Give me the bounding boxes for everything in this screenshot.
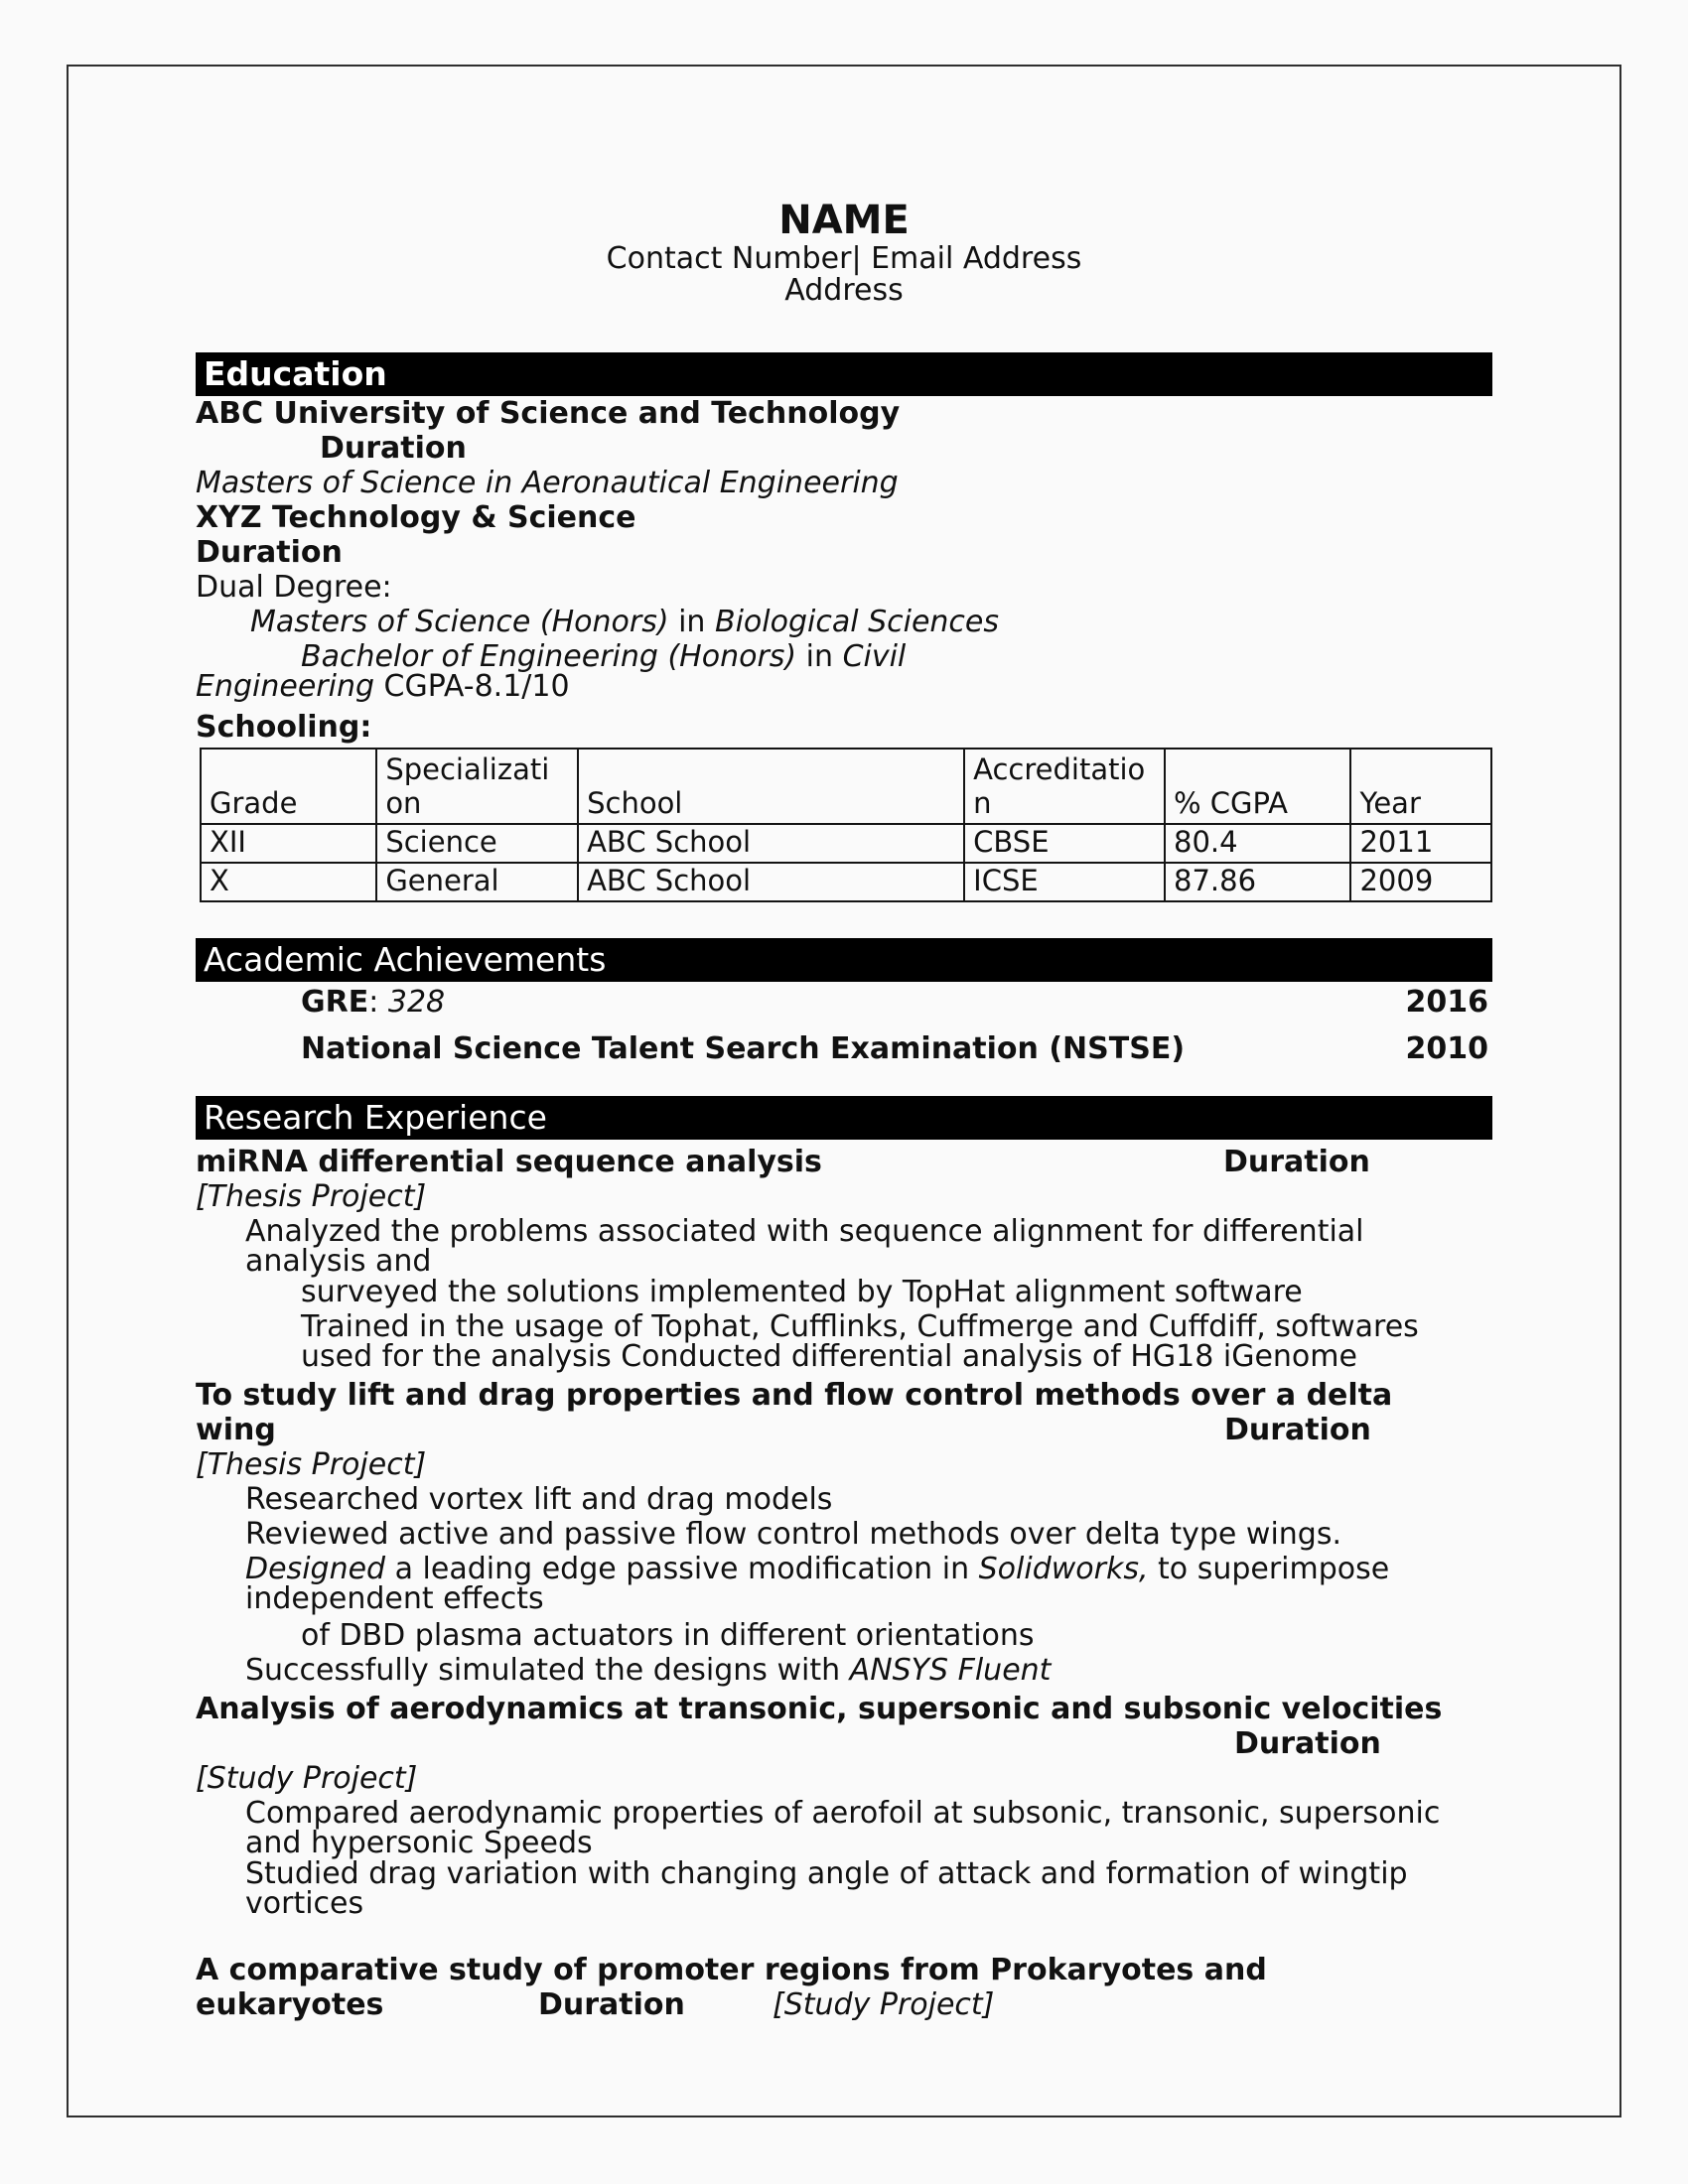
table-cell: 80.4 xyxy=(1165,824,1350,863)
aero-project-title xyxy=(196,1692,1492,1726)
text-segment: Successfully simulated the designs with xyxy=(245,1653,850,1688)
text-segment: analysis and xyxy=(245,1244,432,1279)
table-cell: 2009 xyxy=(1350,863,1491,901)
text-segment: Duration xyxy=(320,431,467,466)
delta-point-5 xyxy=(196,1653,1492,1688)
year-value: 2010 xyxy=(1405,1031,1488,1066)
column-header xyxy=(578,749,964,824)
year-value: 2016 xyxy=(1405,985,1488,1020)
text-segment: National Science Talent Search Examination (NSTSE) xyxy=(301,1031,1186,1066)
text-segment: Bachelor of Engineering (Honors) xyxy=(301,639,797,674)
aero-point-2-wrap xyxy=(196,1886,1492,1921)
text-segment: eukaryotes xyxy=(196,1987,384,2022)
university-duration xyxy=(196,431,1492,466)
aero-study-tag xyxy=(196,1761,1492,1796)
column-header-line: School xyxy=(587,786,683,820)
text-segment: [Thesis Project] xyxy=(196,1447,427,1482)
aero-duration-line xyxy=(196,1726,1492,1761)
aero-point-1-wrap xyxy=(196,1826,1492,1860)
table-cell: XII xyxy=(201,824,376,863)
text-segment: Masters of Science in Aeronautical Engineering xyxy=(196,466,899,500)
text-segment: Duration xyxy=(1224,1413,1371,1447)
text-segment: Biological Sciences xyxy=(714,605,999,639)
table-cell: 2011 xyxy=(1350,824,1491,863)
table-row xyxy=(201,824,1491,863)
text-segment: [Study Project] xyxy=(773,1987,995,2022)
text-segment: in xyxy=(796,639,843,674)
column-header-line: n xyxy=(973,786,992,820)
nstse-line xyxy=(196,1031,1492,1066)
dual-degree-label xyxy=(196,570,1492,605)
column-header-line: Grade xyxy=(210,786,298,820)
section-heading-text: Education xyxy=(204,354,387,393)
tab-text xyxy=(1223,1145,1370,1179)
table-cell: 87.86 xyxy=(1165,863,1350,901)
page-title xyxy=(196,199,1492,243)
text-segment: Researched vortex lift and drag models xyxy=(245,1482,833,1517)
promoter-project-title xyxy=(196,1953,1492,1987)
text-segment: to superimpose xyxy=(1148,1552,1390,1586)
text-segment: Duration xyxy=(1234,1726,1381,1761)
table-cell: CBSE xyxy=(964,824,1165,863)
column-header xyxy=(376,749,578,824)
gre-line xyxy=(196,985,1492,1020)
text-segment: ANSYS Fluent xyxy=(849,1653,1052,1688)
column-header-line: Accreditatio xyxy=(973,752,1146,786)
text-segment: used for the analysis Conducted differential analysis of HG18 iGenome xyxy=(301,1339,1357,1374)
mirna-point-3-wrap xyxy=(196,1339,1492,1374)
text-segment: Trained in the usage of Tophat, Cufflinks, Cuffmerge and Cuffdiff, softwares xyxy=(301,1309,1419,1344)
text-segment: vortices xyxy=(245,1886,364,1921)
schooling-label xyxy=(196,710,1492,745)
text-segment: and hypersonic Speeds xyxy=(245,1826,593,1860)
text-segment: Studied drag variation with changing angle of attack and formation of wingtip xyxy=(245,1856,1408,1891)
text-segment: NAME xyxy=(778,198,910,243)
tab-text xyxy=(773,1987,994,2022)
text-segment: Reviewed active and passive flow control methods over delta type wings. xyxy=(245,1517,1342,1552)
delta-point-2 xyxy=(196,1517,1492,1552)
text-segment: Duration xyxy=(196,535,343,570)
tab-text xyxy=(1224,1413,1371,1447)
university-name xyxy=(196,396,1492,431)
text-segment: Engineering xyxy=(196,669,374,704)
mirna-point-1-wrap xyxy=(196,1244,1492,1279)
text-segment: wing xyxy=(196,1413,276,1447)
text-segment: Schooling: xyxy=(196,710,372,745)
text-segment: Masters of Science (Honors) xyxy=(250,605,669,639)
text-segment: XYZ Technology & Science xyxy=(196,500,636,535)
text-segment: surveyed the solutions implemented by TopHat alignment software xyxy=(301,1275,1303,1309)
text-segment: Duration xyxy=(538,1987,685,2022)
mirna-project-title xyxy=(196,1145,1492,1179)
bachelor-line-wrap xyxy=(196,669,1492,704)
text-segment: [Study Project] xyxy=(196,1761,418,1796)
contact-line xyxy=(196,243,1492,275)
table-cell: Science xyxy=(376,824,578,863)
text-segment: a leading edge passive modification in xyxy=(385,1552,979,1586)
education-heading xyxy=(196,352,1492,396)
table-cell: ICSE xyxy=(964,863,1165,901)
text-segment: Analyzed the problems associated with sequence alignment for differential xyxy=(245,1214,1364,1249)
column-header-line: % CGPA xyxy=(1174,786,1288,820)
column-header xyxy=(1165,749,1350,824)
achievements-heading xyxy=(196,938,1492,982)
delta-project-title xyxy=(196,1378,1492,1413)
masters-honors-line xyxy=(196,605,1492,639)
tab-text xyxy=(1234,1726,1381,1761)
text-segment: independent effects xyxy=(245,1581,544,1616)
text-segment: miRNA differential sequence analysis xyxy=(196,1145,822,1179)
text-segment: Duration xyxy=(1223,1145,1370,1179)
section-heading-text: Research Experience xyxy=(204,1098,547,1137)
aero-point-2 xyxy=(196,1856,1492,1891)
promoter-project-title-2 xyxy=(196,1987,1492,2022)
text-segment: GRE xyxy=(301,985,369,1020)
text-segment: in xyxy=(668,605,715,639)
table-row xyxy=(201,863,1491,901)
delta-project-title-2 xyxy=(196,1413,1492,1447)
text-segment: To study lift and drag properties and flow control methods over a delta xyxy=(196,1378,1393,1413)
text-segment: Address xyxy=(784,273,904,308)
delta-point-1 xyxy=(196,1482,1492,1517)
tab-text xyxy=(538,1987,685,2022)
text-segment: CGPA-8.1/10 xyxy=(374,669,570,704)
schooling-table xyxy=(200,748,1492,902)
text-segment: Designed xyxy=(245,1552,386,1586)
table-cell: ABC School xyxy=(578,824,964,863)
mirna-thesis-tag xyxy=(196,1179,1492,1214)
column-header-line: on xyxy=(385,786,422,820)
text-segment: A comparative study of promoter regions from Prokaryotes and xyxy=(196,1953,1267,1987)
text-segment: : xyxy=(368,985,388,1020)
column-header xyxy=(964,749,1165,824)
column-header xyxy=(201,749,376,824)
content xyxy=(196,0,1492,2022)
table-cell: General xyxy=(376,863,578,901)
table-cell: ABC School xyxy=(578,863,964,901)
text-segment: of DBD plasma actuators in different orientations xyxy=(301,1618,1035,1653)
column-header-line: Year xyxy=(1359,786,1421,820)
text-segment: Civil xyxy=(842,639,907,674)
research-heading xyxy=(196,1096,1492,1140)
mirna-point-2 xyxy=(196,1275,1492,1309)
text-segment: [Thesis Project] xyxy=(196,1179,427,1214)
text-segment: Analysis of aerodynamics at transonic, supersonic and subsonic velocities xyxy=(196,1692,1443,1726)
column-header xyxy=(1350,749,1491,824)
table-header-row xyxy=(201,749,1491,824)
text-segment: Solidworks, xyxy=(978,1552,1149,1586)
masters-aeronautical xyxy=(196,466,1492,500)
text-segment: Compared aerodynamic properties of aerofoil at subsonic, transonic, supersonic xyxy=(245,1796,1441,1831)
section-heading-text: Academic Achievements xyxy=(204,940,607,979)
college-duration xyxy=(196,535,1492,570)
college-name xyxy=(196,500,1492,535)
text-segment: Dual Degree: xyxy=(196,570,392,605)
column-header-line: Specializati xyxy=(385,752,550,786)
table-cell: X xyxy=(201,863,376,901)
text-segment: 328 xyxy=(387,985,446,1020)
text-segment: Contact Number| Email Address xyxy=(606,241,1082,276)
delta-thesis-tag xyxy=(196,1447,1492,1482)
delta-point-4 xyxy=(196,1618,1492,1653)
text-segment: ABC University of Science and Technology xyxy=(196,396,901,431)
address-line xyxy=(196,275,1492,307)
delta-point-3-wrap xyxy=(196,1581,1492,1616)
